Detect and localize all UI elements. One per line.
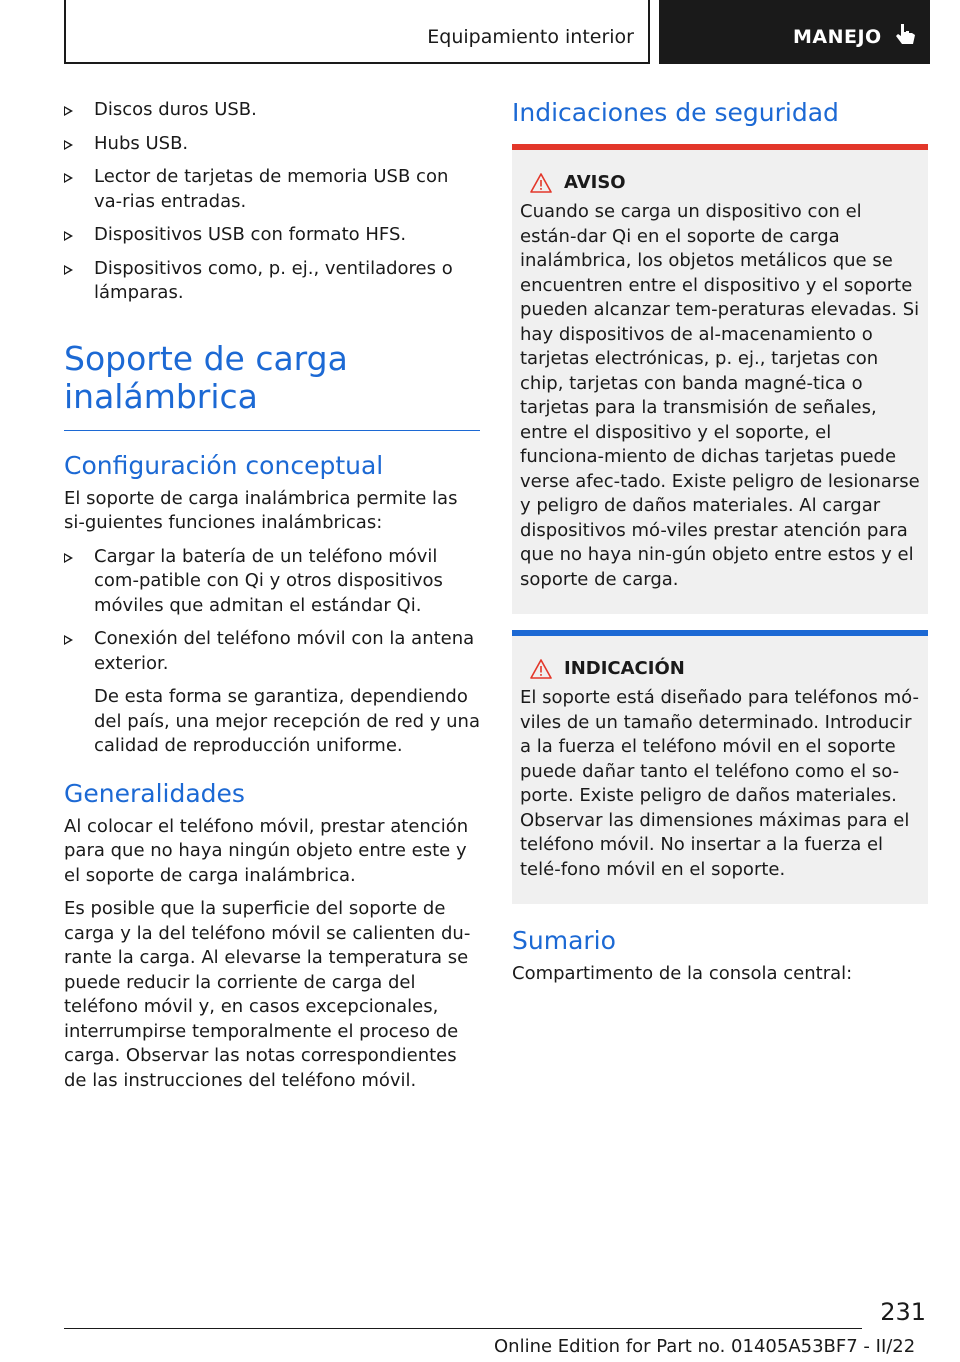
list-item: Lector de tarjetas de memoria USB con va-rias entradas. (64, 165, 480, 214)
bullet-triangle-icon (64, 265, 73, 275)
page-number: 231 (880, 1298, 926, 1326)
bullet-triangle-icon (64, 140, 73, 150)
hand-pointer-icon (895, 22, 917, 48)
warning-header (530, 172, 920, 193)
warning-box (512, 144, 928, 614)
footer-edition: Online Edition for Part no. 01405A53BF7 - II/22 (494, 1336, 916, 1357)
bullet-triangle-icon (64, 231, 73, 241)
warning-text: Cuando se carga un dispositivo con el están-dar Qi en el soporte de carga inalámbrica, los objetos metálicos que se encuentren entre el dispositivo y el soporte pueden alcanzar tem-peraturas elevadas. Si hay dispositivos de al-macenamiento o tarjetas electrónicas, p. ej., tarjetas con chip, tarjetas con banda magné-tica o tarjetas para la transmisión de señales, entre el dispositivo y el soporte, el funciona-miento de dichas tarjetas puede verse afec-tado. Existe peligro de lesionarse y peligro de daños materiales. Al cargar dispositivos mó-viles prestar atención para que no haya nin-gún objeto entre estos y el soporte de carga. (520, 201, 920, 590)
bullet-triangle-icon (64, 635, 73, 645)
list-item-detail: De esta forma se garantiza, dependiendo del país, una mejor recepción de red y una calidad de reproducción uniforme. (94, 686, 480, 756)
header-chapter-label: MANEJO (793, 26, 882, 48)
header-section-label: Equipamiento interior (427, 26, 634, 48)
section-title: Soporte de carga inalámbrica (64, 340, 480, 431)
list-item: Conexión del teléfono móvil con la antena exterior. De esta forma se garantiza, dependiendo del país, una mejor recepción de red y una calidad de reproducción uniforme. (64, 627, 480, 759)
subsection-title: Configuración conceptual (64, 450, 384, 480)
notice-header (530, 658, 920, 679)
warning-triangle-icon (530, 173, 552, 193)
notice-text: El soporte está diseñado para teléfonos mó-viles de un tamaño determinado. Introducir a la fuerza el teléfono móvil en el soporte puede dañar tanto el teléfono como el so-porte. Existe peligro de daños materiales. Observar las dimensiones máximas para el teléfono móvil. No insertar a la fuerza el telé-fono móvil en el soporte. (520, 687, 919, 880)
bullet-triangle-icon (64, 553, 73, 563)
warning-triangle-icon (530, 659, 552, 679)
notice-box (512, 630, 928, 904)
functions-list (64, 545, 480, 759)
right-column (512, 98, 928, 996)
bullet-triangle-icon (64, 173, 73, 183)
paragraph: Al colocar el teléfono móvil, prestar atención para que no haya ningún objeto entre este y el soporte de carga inalámbrica. (64, 815, 469, 886)
section-title: Indicaciones de seguridad (512, 98, 839, 127)
header-chapter-tab (659, 0, 930, 64)
list-item: Discos duros USB. (64, 98, 480, 123)
left-column (64, 98, 480, 1102)
notice-label: INDICACIÓN (564, 658, 685, 679)
paragraph: Compartimento de la consola central: (512, 963, 853, 984)
bullet-triangle-icon (64, 106, 73, 116)
subsection-title: Sumario (512, 926, 616, 955)
usb-device-list (64, 98, 480, 306)
subsection-title: Generalidades (64, 778, 245, 808)
list-item: Dispositivos como, p. ej., ventiladores o lámparas. (64, 257, 480, 306)
list-item: Cargar la batería de un teléfono móvil com-patible con Qi y otros dispositivos móviles que admitan el estándar Qi. (64, 545, 480, 619)
paragraph: El soporte de carga inalámbrica permite las si-guientes funciones inalámbricas: (64, 487, 458, 533)
list-item: Dispositivos USB con formato HFS. (64, 223, 480, 248)
header-section-tab (64, 0, 650, 64)
footer-divider (64, 1328, 862, 1329)
list-item: Hubs USB. (64, 132, 480, 157)
warning-label: AVISO (564, 172, 626, 193)
paragraph: Es posible que la superficie del soporte de carga y la del teléfono móvil se calienten du-rante la carga. Al elevarse la temperatura se puede reducir la corriente de carga del teléfono móvil y, en casos excepcionales, interrumpirse temporalmente el proceso de carga. Observar las notas correspondientes de las instrucciones del teléfono móvil. (64, 898, 471, 1091)
